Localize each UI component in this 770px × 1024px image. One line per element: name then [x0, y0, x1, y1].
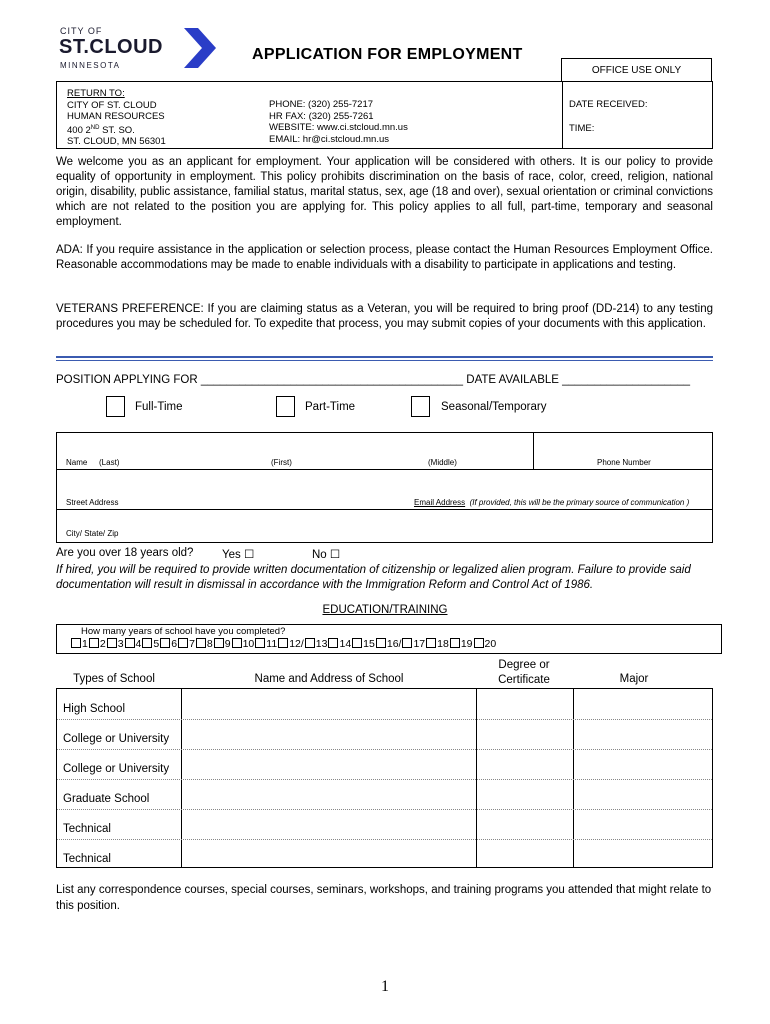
divider-rule-thin — [56, 360, 713, 361]
part-time-label: Part-Time — [305, 401, 356, 413]
years-checkbox[interactable] — [89, 638, 99, 648]
return-line3: 400 2ND ST. SO. — [67, 124, 135, 136]
years-checkbox-row — [71, 638, 497, 650]
page-title: APPLICATION FOR EMPLOYMENT — [252, 46, 523, 63]
years-option-11[interactable] — [255, 638, 277, 650]
education-grid — [56, 688, 713, 868]
col-types-of-school: Types of School — [73, 673, 155, 685]
years-value: 7 — [189, 638, 195, 650]
school-type-row: College or University — [63, 763, 170, 775]
years-value: 19 — [460, 638, 473, 650]
years-value: 16/ — [386, 638, 402, 650]
years-option-2[interactable] — [89, 638, 106, 650]
phone-number-label: Phone Number — [597, 458, 651, 467]
school-type-row: College or University — [63, 733, 170, 745]
years-option-8[interactable] — [196, 638, 213, 650]
years-checkbox[interactable] — [328, 638, 338, 648]
last-name-label: (Last) — [99, 458, 120, 467]
header-info-box — [56, 81, 713, 149]
city-state-zip-label: City/ State/ Zip — [66, 529, 119, 538]
years-checkbox[interactable] — [305, 638, 315, 648]
years-option-10[interactable] — [232, 638, 255, 650]
years-option-1[interactable] — [71, 638, 88, 650]
years-option-6[interactable] — [160, 638, 177, 650]
years-value: 14 — [339, 638, 352, 650]
return-address — [67, 88, 166, 148]
years-value: 13 — [315, 638, 328, 650]
years-value: 1 — [82, 638, 88, 650]
contact-info — [269, 99, 408, 145]
return-line2: HUMAN RESOURCES — [67, 111, 165, 122]
name-label: Name — [66, 458, 88, 467]
years-option-20[interactable] — [474, 638, 497, 650]
years-checkbox[interactable] — [71, 638, 81, 648]
years-checkbox[interactable] — [178, 638, 188, 648]
logo-name: ST.CLOUD — [59, 36, 163, 58]
years-option-7[interactable] — [178, 638, 195, 650]
years-option-9[interactable] — [214, 638, 231, 650]
page-number: 1 — [381, 978, 389, 995]
age-yes-option[interactable]: Yes ☐ — [222, 549, 255, 561]
years-checkbox[interactable] — [160, 638, 170, 648]
contact-email: EMAIL: hr@ci.stcloud.mn.us — [269, 133, 389, 145]
years-option-12[interactable] — [278, 638, 304, 650]
divider-rule — [56, 356, 713, 358]
years-option-3[interactable] — [107, 638, 124, 650]
years-checkbox[interactable] — [142, 638, 152, 648]
contact-phone: PHONE: (320) 255-7217 — [269, 99, 374, 110]
applicant-info-table — [56, 432, 713, 543]
years-option-15[interactable] — [352, 638, 375, 650]
years-value: 5 — [153, 638, 160, 650]
years-checkbox[interactable] — [450, 638, 460, 648]
age-question: Are you over 18 years old? — [56, 547, 194, 559]
years-value: 9 — [224, 638, 231, 650]
years-checkbox[interactable] — [214, 638, 224, 648]
years-value: 11 — [266, 638, 278, 650]
citizenship-note: If hired, you will be required to provide written documentation of citizenship or legalized alien program. Failure to provide said documentation will result in dismissal in accordance with the Immigration Reform and Control Act of 1986. — [56, 564, 691, 591]
return-line1: CITY OF ST. CLOUD — [67, 99, 157, 111]
age-no-option[interactable]: No ☐ — [312, 549, 341, 561]
street-address-label: Street Address — [66, 498, 119, 507]
years-checkbox[interactable] — [376, 638, 386, 648]
date-received-label: DATE RECEIVED: — [569, 99, 648, 110]
email-note: (If provided, this will be the primary source of communication ) — [469, 498, 690, 507]
first-name-label: (First) — [271, 458, 292, 467]
contact-website: WEBSITE: www.ci.stcloud.mn.us — [269, 122, 408, 133]
years-value: 10 — [242, 638, 255, 650]
years-value: 4 — [135, 638, 142, 650]
years-option-19[interactable] — [450, 638, 473, 650]
middle-name-label: (Middle) — [428, 458, 457, 467]
logo-city-of: CITY OF — [60, 26, 103, 36]
years-value: 8 — [206, 638, 213, 650]
years-checkbox[interactable] — [278, 638, 288, 648]
school-type-row: Graduate School — [63, 793, 150, 805]
years-checkbox[interactable] — [232, 638, 242, 648]
years-value: 12/ — [289, 638, 304, 650]
years-option-17[interactable] — [402, 638, 425, 650]
years-value: 6 — [171, 638, 178, 650]
years-value: 18 — [437, 638, 449, 650]
col-major: Major — [619, 673, 649, 685]
time-label: TIME: — [569, 123, 595, 134]
education-heading: EDUCATION/TRAINING — [322, 604, 448, 616]
years-value: 2 — [99, 638, 106, 650]
office-use-box — [561, 58, 712, 82]
years-value: 3 — [117, 638, 124, 650]
position-applying-field[interactable]: POSITION APPLYING FOR _________________________________________ DATE AVAILABLE ____________________ — [56, 374, 691, 386]
contact-fax: HR FAX: (320) 255-7261 — [269, 110, 374, 122]
years-checkbox[interactable] — [474, 638, 484, 648]
col-degree: Degree or Certificate — [498, 659, 550, 686]
years-value: 20 — [484, 638, 497, 650]
part-time-checkbox[interactable] — [276, 396, 295, 417]
col-name-address: Name and Address of School — [254, 673, 404, 685]
seasonal-label: Seasonal/Temporary — [441, 401, 547, 413]
return-line4: ST. CLOUD, MN 56301 — [67, 136, 166, 148]
years-option-5[interactable] — [142, 638, 159, 650]
years-question: How many years of school have you completed? — [81, 626, 286, 637]
return-to-label: RETURN TO: — [67, 88, 125, 99]
email-address-label: Email Address (If provided, this will be the primary source of communication ) — [414, 498, 690, 507]
seasonal-checkbox[interactable] — [411, 396, 430, 417]
years-checkbox[interactable] — [426, 638, 436, 648]
years-value: 17 — [413, 638, 426, 650]
years-option-14[interactable] — [328, 638, 351, 650]
years-value: 15 — [363, 638, 375, 650]
years-checkbox[interactable] — [352, 638, 362, 648]
years-option-4[interactable] — [125, 638, 142, 650]
logo-chevron-icon — [182, 28, 216, 68]
full-time-label: Full-Time — [135, 401, 183, 413]
years-checkbox[interactable] — [107, 638, 117, 648]
full-time-checkbox[interactable] — [106, 396, 125, 417]
school-type-row: Technical — [63, 823, 111, 835]
years-option-16[interactable] — [376, 638, 402, 650]
years-checkbox[interactable] — [125, 638, 135, 648]
years-of-school-box — [56, 624, 722, 654]
ada-paragraph: ADA: If you require assistance in the application or selection process, please contact the Human Resources Employment Office. Reasonable accommodations may be made to enable individuals with a disability to participate in applications and testing. — [56, 244, 713, 271]
courses-paragraph: List any correspondence courses, special courses, seminars, workshops, and training programs you attended that might relate to this position. — [56, 884, 712, 912]
years-option-18[interactable] — [426, 638, 449, 650]
school-type-row: High School — [63, 703, 126, 715]
office-use-label: OFFICE USE ONLY — [591, 64, 682, 76]
veterans-paragraph: VETERANS PREFERENCE: If you are claiming status as a Veteran, you will be required to bring proof (DD-214) to any testing procedures you may be scheduled for. To expedite that process, you may submit copies of your documents with this application. — [56, 303, 713, 330]
logo-state: MINNESOTA — [60, 61, 121, 70]
years-option-13[interactable] — [305, 638, 328, 650]
years-checkbox[interactable] — [196, 638, 206, 648]
years-checkbox[interactable] — [255, 638, 265, 648]
welcome-paragraph: We welcome you as an applicant for employment. Your application will be considered with others. It is our policy to provide equality of opportunity in employment. This policy prohibits discrimination on the basis of race, color, creed, religion, national origin, disability, public assistance, familial status, marital status, sex, age (18 and over), sexual orientation or criminal convictions which are not related to the position you are applying for. This policy applies to all full, part-time, temporary and seasonal employment. — [56, 156, 713, 228]
school-type-row: Technical — [63, 853, 111, 865]
years-checkbox[interactable] — [402, 638, 412, 648]
